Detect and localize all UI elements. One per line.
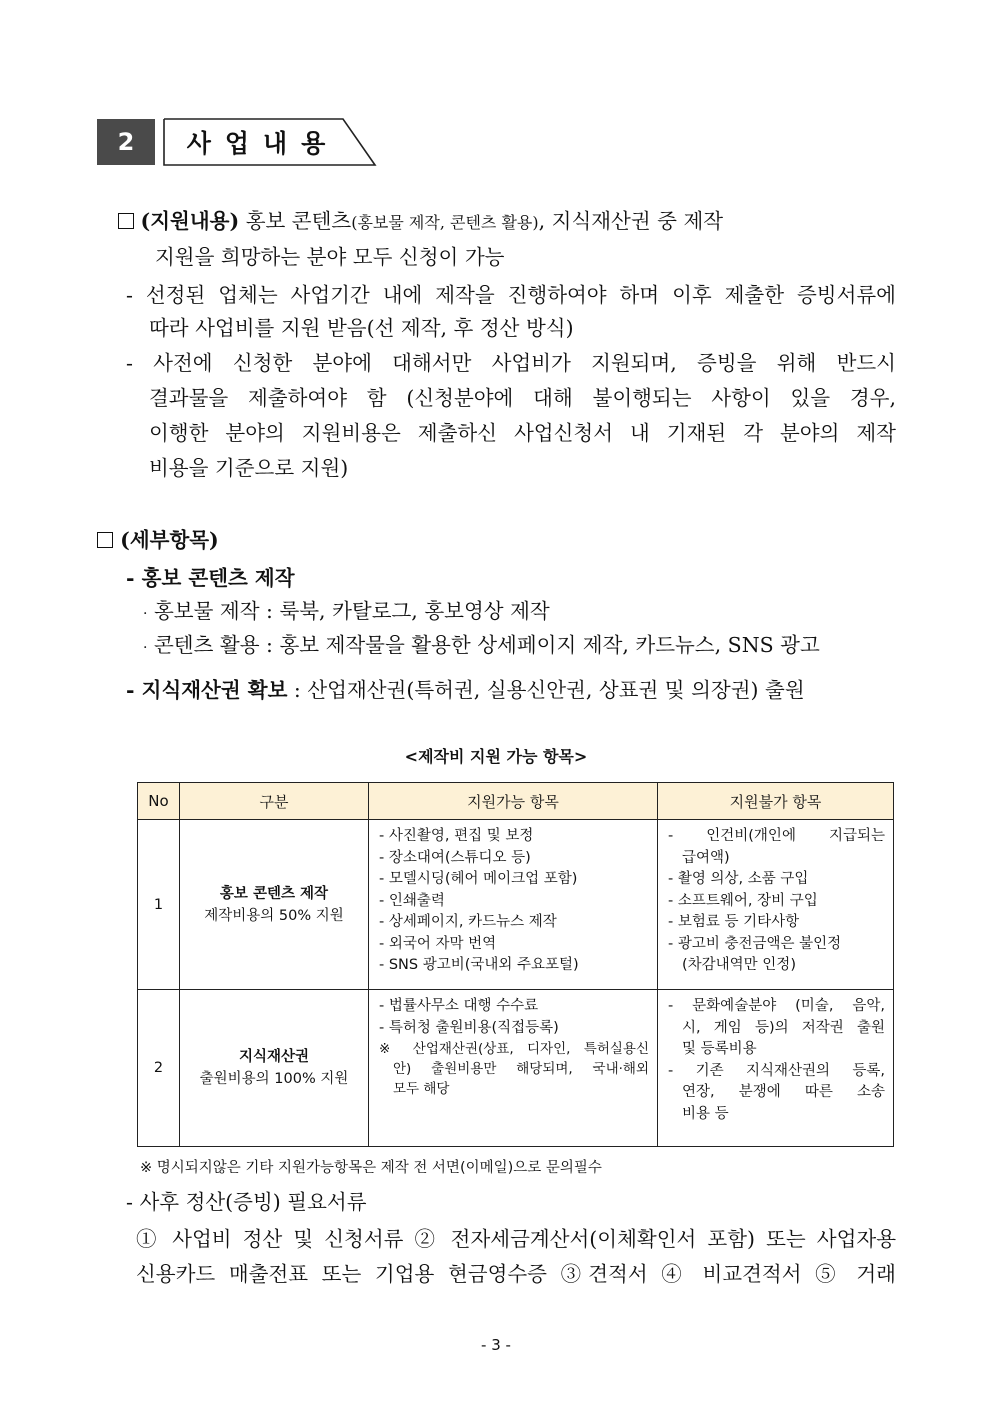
- section-title: 사업내용: [186, 129, 340, 158]
- list-item: - 장소대여(스튜디오 등): [379, 849, 531, 866]
- list-item: - 촬영 의상, 소품 구입: [668, 871, 809, 887]
- list-item: (차감내역만 인정): [682, 957, 796, 973]
- settlement-line-2: 신용카드 매출전표 또는 기업용 현금영수증 ③견적서 ④ 비교견적서 ⑤ 거래: [136, 1262, 896, 1286]
- support-line-2: 지원을 희망하는 분야 모두 신청이 가능: [155, 245, 505, 269]
- header-no: No: [138, 783, 180, 820]
- table-header-row: [138, 783, 894, 820]
- list-item: - 특허청 출원비용(직접등록): [379, 1019, 559, 1036]
- list-item: - 광고비 충전금액은 불인정: [668, 935, 842, 952]
- allowed-note-line-3: 모두 해당: [393, 1081, 450, 1097]
- promo-item-1: · 홍보물 제작 : 룩북, 카탈로그, 홍보영상 제작: [143, 599, 550, 623]
- table-caption: <제작비 지원 가능 항목>: [404, 747, 588, 766]
- category-desc: 제작비용의 50% 지원: [204, 907, 344, 924]
- ip-heading: - 지식재산권 확보: [126, 678, 288, 702]
- checkbox-square-icon: [118, 213, 134, 229]
- details-label: (세부항목): [120, 528, 219, 552]
- page-number: - 3 -: [481, 1336, 511, 1354]
- support-bullet-2-line-4: 비용을 기준으로 지원): [149, 456, 349, 480]
- list-item: 시, 게임 등)의 저작권 출원: [682, 1019, 885, 1036]
- header-not-allowed: 지원불가 항목: [658, 783, 894, 820]
- row-category: [180, 820, 369, 990]
- table-note: ※ 명시되지않은 기타 지원가능항목은 제작 전 서면(이메일)으로 문의필수: [140, 1160, 602, 1176]
- allowed-items: [369, 990, 658, 1147]
- allowed-items: [369, 820, 658, 990]
- list-item: - 보험료 등 기타사항: [668, 914, 800, 930]
- not-allowed-items: [658, 990, 894, 1147]
- row-no: 1: [138, 820, 180, 990]
- support-bullet-2-line-2: 결과물을 제출하여야 함 (신청분야에 대해 불이행되는 사항이 있을 경우,: [149, 386, 896, 410]
- table-row: [138, 990, 894, 1147]
- support-paren: (홍보물 제작, 콘텐츠 활용): [351, 213, 539, 232]
- support-bullet-1-line-1: - 선정된 업체는 사업기간 내에 제작을 진행하여야 하며 이후 제출한 증빙서류에: [126, 283, 896, 307]
- list-item: - 사진촬영, 편집 및 보정: [379, 828, 534, 844]
- list-item: - 기존 지식재산권의 등록,: [668, 1062, 885, 1079]
- middle-dot-icon: ·: [143, 640, 148, 656]
- list-item: - 외국어 자막 번역: [379, 935, 497, 952]
- settlement-line-1: ① 사업비 정산 및 신청서류 ② 전자세금계산서(이체확인서 포함) 또는 사업자용: [136, 1227, 896, 1251]
- list-item: - SNS 광고비(국내외 주요포털): [379, 957, 579, 973]
- list-item: - 소프트웨어, 장비 구입: [668, 892, 818, 909]
- list-item: - 인건비(개인에 지급되는: [668, 828, 885, 844]
- support-bullet-2-line-1: - 사전에 신청한 분야에 대해서만 사업비가 지원되며, 증빙을 위해 반드시: [126, 351, 896, 375]
- list-item: - 문화예술분야 (미술, 음악,: [668, 998, 885, 1014]
- checkbox-square-icon: [97, 532, 113, 548]
- category-name: 홍보 콘텐츠 제작: [219, 885, 329, 902]
- section-number: 2: [97, 119, 155, 165]
- ip-text: : 산업재산권(특허권, 실용신안권, 상표권 및 의장권) 출원: [287, 678, 805, 702]
- promo-heading: - 홍보 콘텐츠 제작: [126, 566, 295, 590]
- support-bullet-1-line-2: 따라 사업비를 지원 받음(선 제작, 후 정산 방식): [149, 316, 574, 340]
- category-desc: 출원비용의 100% 지원: [199, 1071, 349, 1087]
- list-item: 및 등록비용: [682, 1041, 757, 1057]
- list-item: - 법률사무소 대행 수수료: [379, 998, 539, 1014]
- support-label: (지원내용): [140, 209, 240, 233]
- row-category: [180, 990, 369, 1147]
- details-heading: [97, 527, 219, 553]
- not-allowed-items: [658, 820, 894, 990]
- support-line-1: [118, 208, 723, 236]
- header-allowed: 지원가능 항목: [369, 783, 658, 820]
- allowed-note-line-1: ※ 산업재산권(상표, 디자인, 특허실용신: [379, 1041, 649, 1057]
- support-text-2: , 지식재산권 중 제작: [538, 209, 724, 233]
- promo-item-2: · 콘텐츠 활용 : 홍보 제작물을 활용한 상세페이지 제작, 카드뉴스, SNS 광고: [143, 633, 820, 657]
- list-item: - 인쇄출력: [379, 892, 445, 909]
- list-item: - 상세페이지, 카드뉴스 제작: [379, 914, 557, 930]
- settlement-heading: - 사후 정산(증빙) 필요서류: [126, 1190, 367, 1214]
- category-name: 지식재산권: [238, 1049, 310, 1065]
- table-row: [138, 820, 894, 990]
- list-item: 연장, 분쟁에 따른 소송: [682, 1084, 885, 1100]
- support-items-table: [137, 782, 894, 1147]
- list-item: 급여액): [682, 849, 730, 866]
- middle-dot-icon: ·: [143, 606, 148, 622]
- ip-line: [126, 677, 805, 703]
- support-text-1: 홍보 콘텐츠: [245, 209, 352, 233]
- list-item: 비용 등: [682, 1105, 729, 1122]
- allowed-note-line-2: 안) 출원비용만 해당되며, 국내·해외: [393, 1061, 649, 1077]
- support-bullet-2-line-3: 이행한 분야의 지원비용은 제출하신 사업신청서 내 기재된 각 분야의 제작: [149, 421, 896, 445]
- header-category: 구분: [180, 783, 369, 820]
- row-no: 2: [138, 990, 180, 1147]
- list-item: - 모델시딩(헤어 메이크업 포함): [379, 871, 578, 887]
